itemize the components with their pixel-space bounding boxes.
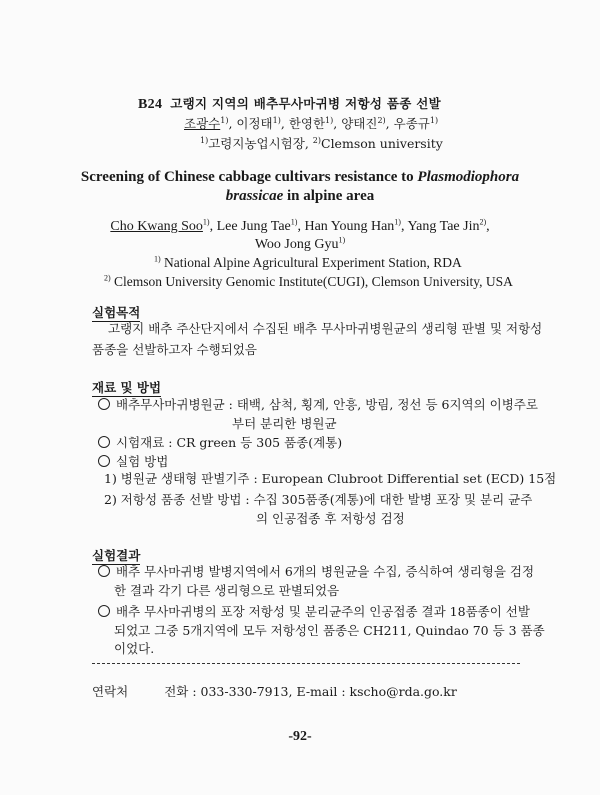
- methods-item-1-text: 배추무사마귀병원균 : 태백, 삼척, 횡계, 안흥, 방림, 정선 등 6지역의 이병주로: [116, 397, 538, 412]
- en-author-5: Woo Jong Gyu: [254, 237, 339, 252]
- author-4-sup: 2): [377, 115, 386, 125]
- methods-sub-2: 2) 저항성 품종 선발 방법 : 수집 305품종(계통)에 대한 발병 포장 및 분리 균주: [104, 492, 533, 507]
- en-author-4: , Yang Tae Jin: [400, 219, 480, 234]
- affil-1: 고령지농업시험장,: [208, 136, 313, 151]
- en-affil-1: National Alpine Agricultural Experiment Station, RDA: [164, 255, 462, 270]
- author-5-sup: 1): [429, 115, 439, 125]
- purpose-line-1: 고랭지 배추 주산단지에서 수집된 배추 무사마귀병원균의 생리형 판별 및 저항성: [108, 321, 543, 336]
- en-affil-1-sup: 1): [154, 254, 161, 264]
- methods-item-1: [98, 394, 538, 415]
- author-1: 조광수: [184, 116, 221, 131]
- results-item-2-cont: 되었고 그중 5개지역에 모두 저항성인 품종은 CH211, Quindao 70 등 3 품종: [114, 623, 545, 638]
- phone-number: 033-330-7913,: [200, 684, 293, 699]
- english-title-italic1: Plasmodiophora: [417, 169, 520, 185]
- results-item-2-text: 배추 무사마귀병의 포장 저항성 및 분리균주의 인공접종 결과 18품종이 선발: [116, 604, 530, 619]
- en-author-2: , Lee Jung Tae: [209, 219, 291, 234]
- page-number: -92-: [288, 729, 312, 744]
- en-author-3: , Han Young Han: [297, 219, 395, 234]
- en-affil-2-sup: 2): [104, 273, 111, 283]
- methods-item-2-text: 시험재료 : CR green 등 305 품종(계통): [116, 435, 343, 450]
- author-3-sup: 1): [325, 115, 334, 125]
- methods-item-3-text: 실험 방법: [116, 454, 169, 469]
- circle-bullet-icon: [98, 565, 110, 577]
- english-authors: [60, 218, 540, 254]
- author-1-sup: 1): [220, 115, 229, 125]
- korean-affiliation: [200, 134, 443, 152]
- results-heading: 실험결과: [92, 548, 141, 563]
- circle-bullet-icon: [98, 605, 110, 617]
- methods-heading: 재료 및 방법: [92, 380, 162, 395]
- abstract-code: B24: [138, 97, 163, 112]
- author-2-sup: 1): [272, 115, 281, 125]
- dashed-divider: [92, 663, 520, 664]
- methods-item-2: [98, 432, 342, 453]
- email-label: E-mail :: [296, 684, 346, 699]
- en-author-1: Cho Kwang Soo: [110, 219, 203, 234]
- results-item-2-cont-2: 이었다.: [114, 641, 155, 656]
- en-author-2-sup: 1): [290, 217, 298, 227]
- results-item-1-text: 배추 무사마귀병 발병지역에서 6개의 병원균을 수집, 증식하여 생리형을 검정: [116, 564, 535, 579]
- circle-bullet-icon: [98, 455, 110, 467]
- circle-bullet-icon: [98, 436, 110, 448]
- methods-sub-2-cont: 의 인공접종 후 저항성 검정: [256, 511, 405, 526]
- en-author-1-sup: 1): [202, 217, 210, 227]
- author-3: 한영한: [288, 116, 326, 131]
- en-author-5-sup: 1): [338, 235, 346, 245]
- methods-item-1-cont: 부터 분리한 병원균: [232, 416, 337, 431]
- korean-authors: 조광수$^{1)}$, 이정태$^{1)}$, 한영한$^{1)}$, 양태진$^{2)}$, 우종규$^{1)}$: [184, 115, 439, 131]
- english-affiliation-1: [154, 255, 462, 271]
- results-item-1-cont: 한 결과 각기 다른 생리형으로 판별되었음: [114, 583, 340, 598]
- korean-title: [138, 94, 441, 113]
- purpose-line-2: 품종을 선발하고자 수행되었음: [92, 342, 257, 357]
- affil-2: Clemson university: [321, 136, 443, 151]
- english-affiliation-2: [104, 274, 513, 290]
- english-title: [60, 168, 540, 206]
- english-title-part1: Screening of Chinese cabbage cultivars resistance to: [80, 169, 418, 185]
- author-2: 이정태: [236, 116, 273, 131]
- english-title-italic2: brassicae: [225, 188, 284, 204]
- author-5: 우종규: [393, 116, 430, 131]
- phone-label: 전화 :: [164, 684, 197, 699]
- results-item-1: [98, 561, 534, 582]
- contact-line: [92, 682, 457, 700]
- purpose-heading: 실험목적: [92, 305, 141, 320]
- affil-sup-2: 2): [312, 135, 321, 145]
- korean-title-text: 고랭지 지역의 배추무사마귀병 저항성 품종 선발: [170, 96, 442, 111]
- email-address: kscho@rda.go.kr: [349, 684, 457, 699]
- methods-sub-1: 1) 병원균 생태형 판별기주 : European Clubroot Differential set (ECD) 15점: [104, 471, 557, 486]
- en-author-4-sup: 2): [479, 217, 487, 227]
- affil-sup-1: 1): [200, 135, 209, 145]
- contact-label: 연락처: [92, 684, 129, 699]
- english-title-part2: in alpine area: [283, 188, 375, 204]
- en-author-sep: ,: [486, 219, 490, 234]
- en-author-3-sup: 1): [394, 217, 401, 227]
- en-affil-2: Clemson University Genomic Institute(CUGI), Clemson University, USA: [114, 274, 513, 289]
- results-item-2: [98, 601, 530, 622]
- author-4: 양태진: [341, 116, 378, 131]
- circle-bullet-icon: [98, 398, 110, 410]
